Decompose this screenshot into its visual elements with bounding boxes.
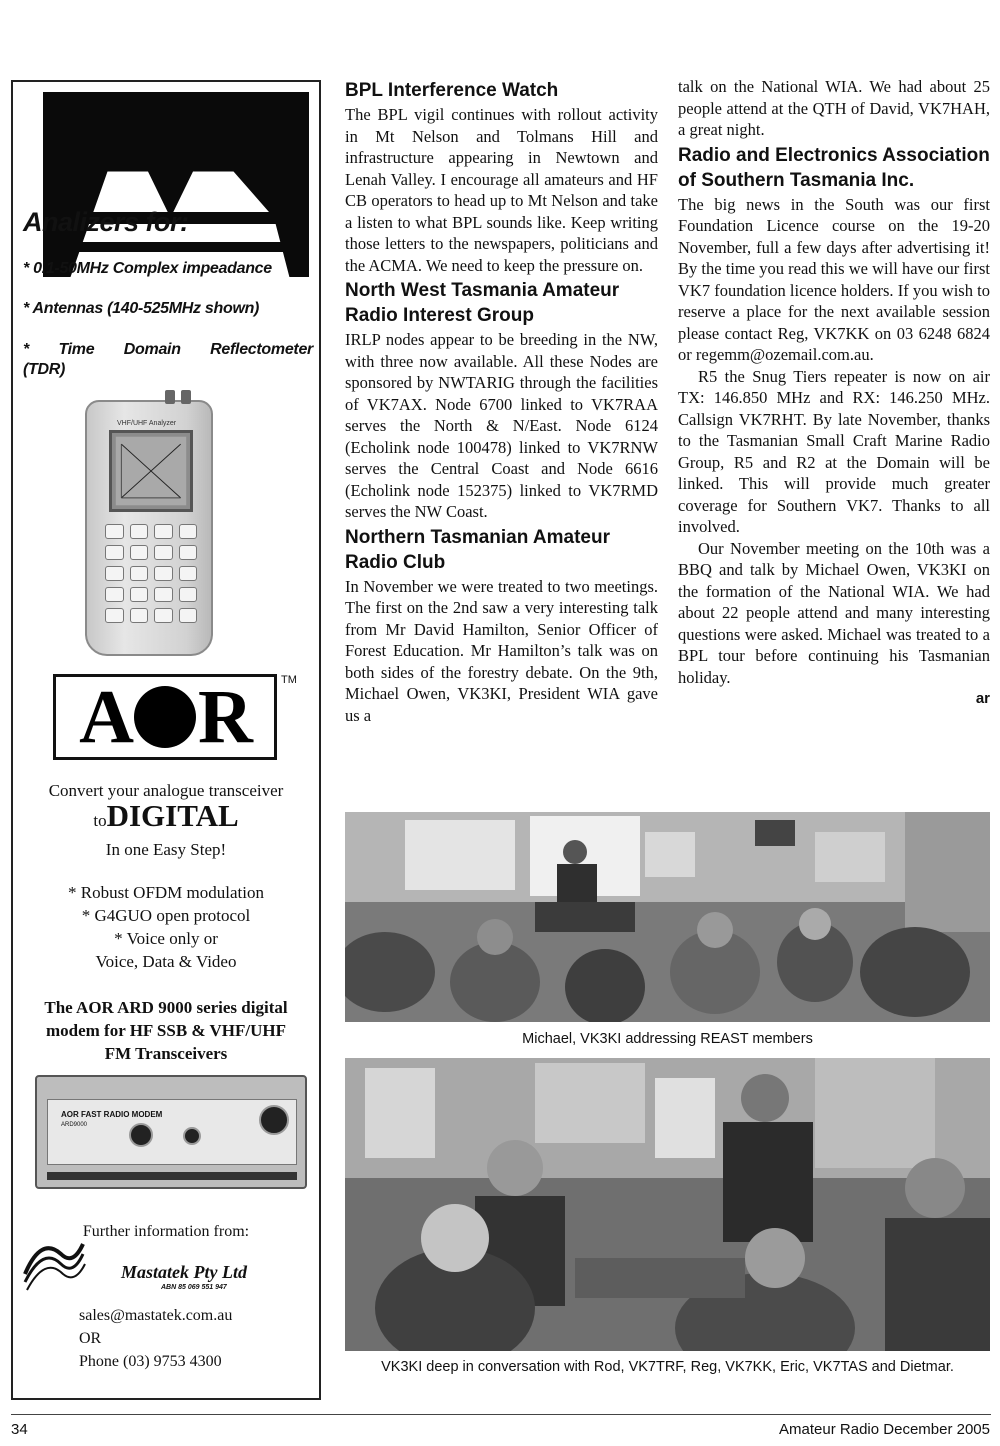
aor-logo: A R [53,674,277,760]
ad-digital-line: toDIGITAL [93,798,239,833]
section-body-ntarc: In November we were treated to two meetings. The first on the 2nd saw a very interesting talk from Mr David Hamilton, Senior Officer of Forest Education. Mr Hamilton’s talk was on both sides of the forestry debate. On the 9th, Michael Owen, VK3KI, President WIA gave us a [345,576,658,725]
device-brand: VHF/UHF Analyzer [117,420,177,427]
contact-phone: Phone (03) 9753 4300 [79,1353,222,1370]
ad-feature: * Voice only or [114,929,218,948]
company-abn: ABN 85 069 551 947 [161,1284,227,1291]
mastatek-wave-logo [21,1234,87,1292]
photo-caption-1: Michael, VK3KI addressing REAST members [522,1031,813,1047]
ad-easy-step: In one Easy Step! [105,840,227,859]
company-name: Mastatek Pty Ltd [121,1262,247,1282]
contact-email: sales@mastatek.com.au [79,1307,233,1324]
section-body-reast-p1: The big news in the South was our first Foundation Licence course on the 19-20 November, full a few days after advertising it! By the time you read this we will have our first VK7 foundation licence holders. If you wish to reserve a place for the next available session please contact Reg, VK7KK on 03 6248 6824 or regemm@ozemail.com.au. [678,194,990,364]
article-end-mark: ar [975,690,990,707]
ad-contact [79,1304,232,1373]
analyzer-device-image [85,400,213,656]
photo-caption-2: VK3KI deep in conversation with Rod, VK7TRF, Reg, VK7KK, Eric, VK7TAS and Dietmar. [381,1359,954,1375]
article-column-2 [678,76,990,707]
magazine-issue: Amateur Radio December 2005 [779,1421,990,1438]
section-body-reast-p3: Our November meeting on the 10th was a BBQ and talk by Michael Owen, VK3KI on the formation of the National WIA. We had about 22 people attend and many interesting questions were asked. Michael was treated to a BPL tour before continuing his Tasmanian holiday. [678,538,990,687]
ad-bullet-impedance: * 0.1-50MHz Complex impeadance [23,260,272,277]
trademark-mark: TM [281,674,297,686]
ad-feature: * G4GUO open protocol [81,906,251,925]
ad-feature: Voice, Data & Video [95,952,237,971]
section-title-ntarc: Northern Tasmanian Amateur Radio Club [345,526,610,573]
modem-label: AOR FAST RADIO MODEM [61,1110,163,1119]
ad-further-info: Further information from: [82,1223,250,1240]
section-title-nwtarig: North West Tasmania Amateur Radio Interest Group [345,280,620,326]
footer-rule [11,1414,991,1415]
modem-model: ARD9000 [61,1122,88,1128]
section-title-reast: Radio and Electronics Association of Southern Tasmania Inc. [678,144,990,191]
ad-bullet-tdr: * Time Domain Reflectometer (TDR) [23,341,313,378]
photo-group-conversation [345,1058,990,1351]
ad-ard-description: The AOR ARD 9000 series digital modem for HF SSB & VHF/UHF FM Transceivers [44,998,288,1063]
device-screen [109,430,193,512]
ad-features [13,881,319,973]
ad-bullet-antennas: * Antennas (140-525MHz shown) [23,300,260,317]
page-number: 34 [11,1421,28,1438]
section-body-nwtarig: IRLP nodes appear to be breeding in the NW, with three now available. All these Nodes are sponsored by NWTARIG through the facilities of VK7AX. Node 6700 linked to VK7RAA serves the North & N/East. Node 6124 (Echolink node 100478) linked to VK7RNW serves the Central Coast and Node 6616 (Echolink node 152375) linked to VK7RMD serves the NW Coast. [345,330,658,521]
photo-meeting-presentation [345,812,990,1022]
section-title-bpl: BPL Interference Watch [345,80,559,101]
ad-feature: * Robust OFDM modulation [68,883,264,902]
ad-convert-line: Convert your analogue transceiver [48,781,284,800]
ad-heading: Analizers for: [23,207,189,237]
article-column-1 [345,76,658,726]
contact-or: OR [79,1330,102,1347]
section-body-ntarc-continued: talk on the National WIA. We had about 25 people attend at the QTH of David, VK7HAH, a great night. [678,77,990,139]
advertisement [11,80,321,1400]
section-body-bpl: The BPL vigil continues with rollout activity in Mt Nelson and Tolmans Hill and infrastructure appearing in Newtown and Lenah Valley. I encourage all amateurs and HF CB operators to head up to Mt Nelson and take a listen to what BPL sounds like. Keep writing those letters to the newspapers, politicians and the ACMA. We need to keep the pressure on. [345,105,658,275]
section-body-reast-p2: R5 the Snug Tiers repeater is now on air TX: 146.850 MHz and RX: 146.250 MHz. Callsign VK7RHT. By late November, thanks to the Tasmanian Small Craft Marine Radio Group, R5 and R2 at the Domain will be linked. This will provide much greater coverage for Southern VK7. Thanks to all involved. [678,366,990,536]
aea-logo [43,92,309,277]
modem-device-image [35,1075,307,1189]
